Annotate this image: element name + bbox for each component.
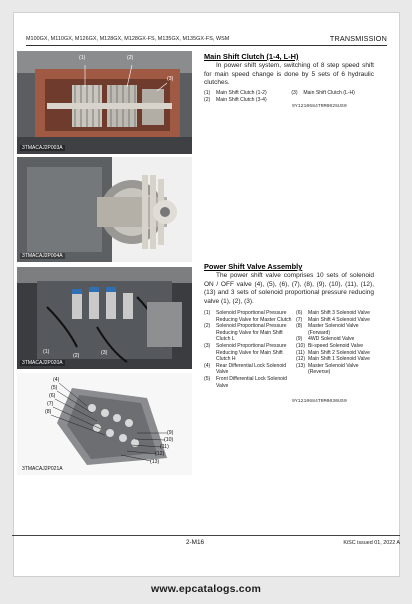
legend-num: (8) [296,323,303,330]
legend-label: Main Shift 2 Solenoid Valve [308,349,370,356]
callout-2: (2) [73,353,80,359]
legend-num: (2) [204,96,211,103]
legend-num: (3) [291,90,298,96]
callout-6: (6) [49,393,56,399]
main-shift-legend [204,90,380,103]
photo-caption: 3TMACAJ2P020A [22,360,63,366]
callout-1: (1) [79,55,86,61]
legend-label: Master Solenoid Valve (Forward) [308,323,359,336]
legend-label: Master Solenoid Valve (Reverse) [308,362,359,376]
legend-label: 4WD Solenoid Valve [308,336,355,343]
callout-4: (4) [53,377,60,383]
legend-label: Main Shift 4 Solenoid Valve [308,316,370,323]
legend-label: Bi-speed Solenoid Valve [308,342,364,349]
site-watermark[interactable]: www.epcatalogs.com [151,583,261,595]
header-section: TRANSMISSION [329,34,387,43]
photo-main-shift-clutches [17,51,192,154]
header-models: M100GX, M110GX, M126GX, M128GX, M128GX-FS, M135GX, M135GX-FS, WSM [26,36,230,42]
legend-num: (4) [204,362,211,369]
photo-caption: 3TMACAJ2P021A [22,466,63,472]
callout-1: (1) [43,349,50,355]
callout-13: (13) [150,459,160,465]
legend-label: Front Differential Lock Solenoid Valve [216,375,287,389]
legend-num: (5) [204,375,211,382]
photo-caption: 3TMACAJ2P004A [22,253,63,259]
valve-paragraph: The power shift valve comprises 10 sets of solenoid ON / OFF valve (4), (5), (6), (7), (8), (9), (10), (11), (12), (13) and 3 sets of solenoid proportional pressure reducing valve (1), (2), (3). [204,272,374,306]
photo-caption: 3TMACAJ2P003A [22,145,63,151]
callout-2: (2) [127,55,134,61]
photo-clutch-shaft [17,157,192,262]
legend-label: Rear Differential Lock Solenoid Valve [216,362,287,376]
callout-7: (7) [47,401,54,407]
legend-num: (10) [296,342,306,349]
callout-8: (8) [45,409,52,415]
photo-valve-block [17,373,192,475]
legend-label: Solenoid Proportional Pressure Reducing Valve for Main Shift Clutch H [216,342,287,363]
section-title-main-shift: Main Shift Clutch (1-4, L-H) [204,52,299,61]
legend-label: Main Shift Clutch (3-4) [216,96,267,103]
callout-5: (5) [51,385,58,391]
callout-3: (3) [167,76,174,82]
callout-12: (12) [155,451,165,457]
callout-3: (3) [101,350,108,356]
legend-num: (1) [204,310,211,316]
legend-label: Main Shift Clutch (1-2) [216,90,267,96]
legend-num: (11) [296,349,305,356]
legend-num: (7) [296,316,303,323]
callout-9: (9) [167,430,174,436]
legend-label: Main Shift 3 Solenoid Valve [308,310,370,316]
page-number: 2-M16 [186,539,205,546]
issue-label: KiSC issued 01, 2022 A [343,540,400,546]
legend-num: (6) [296,310,303,316]
callout-11: (11) [160,444,169,450]
valve-legend [204,310,380,389]
legend-label: Solenoid Proportional Pressure Reducing Valve for Main Shift Clutch L [216,323,287,343]
doc-id-valve: 9Y1210684TRM0030US0 [292,399,347,404]
legend-num: (13) [296,362,306,369]
legend-label: Main Shift Clutch (L-H) [303,90,355,96]
legend-num: (2) [204,323,211,330]
legend-num: (3) [204,342,211,349]
doc-id-main-shift: 9Y1210684TRM0025US0 [292,104,347,109]
footer-rule [12,535,400,536]
legend-num: (9) [296,336,303,343]
section-title-valve: Power Shift Valve Assembly [204,262,303,271]
callout-10: (10) [164,437,174,443]
main-shift-paragraph: In power shift system, switching of 8 step speed shift for main speed change is done by 5 sets of 6 hydraulic clutches. [204,62,374,87]
legend-label: Main Shift 1 Solenoid Valve [308,356,370,363]
legend-label: Solenoid Proportional Pressure Reducing Valve for Master Clutch [216,310,292,323]
photo-valve-installed [17,267,192,369]
legend-num: (1) [204,90,211,96]
legend-num: (12) [296,356,306,363]
header-rule [26,45,387,46]
